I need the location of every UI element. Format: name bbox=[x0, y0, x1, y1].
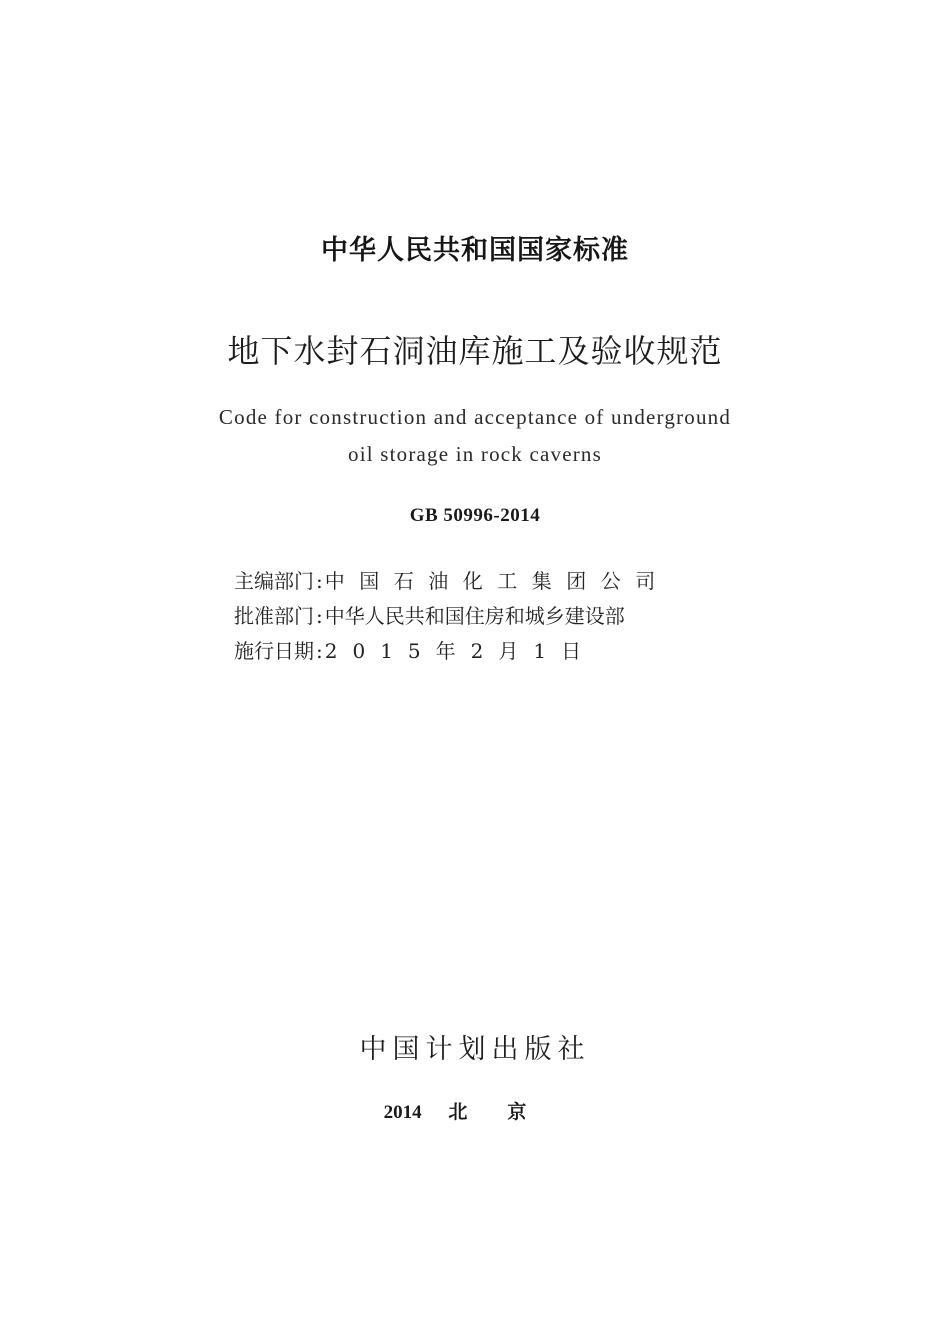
approver-separator: : bbox=[316, 604, 323, 628]
editor-row bbox=[234, 565, 670, 594]
imprint-year: 2014 bbox=[383, 1102, 422, 1123]
effective-date-row bbox=[234, 635, 596, 664]
effective-date-label: 施行日期 bbox=[234, 639, 314, 663]
imprint bbox=[0, 1097, 950, 1124]
effective-date-separator: : bbox=[316, 639, 323, 663]
approver-value: 中华人民共和国住房和城乡建设部 bbox=[324, 604, 625, 628]
imprint-city: 北京 bbox=[448, 1101, 567, 1123]
series-title: 中华人民共和国国家标准 bbox=[321, 235, 629, 266]
publisher-name: 中国计划出版社 bbox=[359, 1034, 591, 1065]
english-title-line-1: Code for construction and acceptance of underground bbox=[218, 405, 732, 429]
editor-value: 中国石油化工集团公司 bbox=[324, 569, 670, 593]
editor-separator: : bbox=[316, 569, 323, 593]
approver-row bbox=[234, 600, 625, 629]
english-title-line-2: oil storage in rock caverns bbox=[348, 442, 602, 466]
effective-date-value: 2015年2月1日 bbox=[324, 639, 597, 663]
editor-label: 主编部门 bbox=[234, 569, 314, 593]
main-title: 地下水封石洞油库施工及验收规范 bbox=[227, 332, 723, 370]
approver-label: 批准部门 bbox=[234, 604, 314, 628]
standard-code: GB 50996-2014 bbox=[409, 505, 541, 526]
